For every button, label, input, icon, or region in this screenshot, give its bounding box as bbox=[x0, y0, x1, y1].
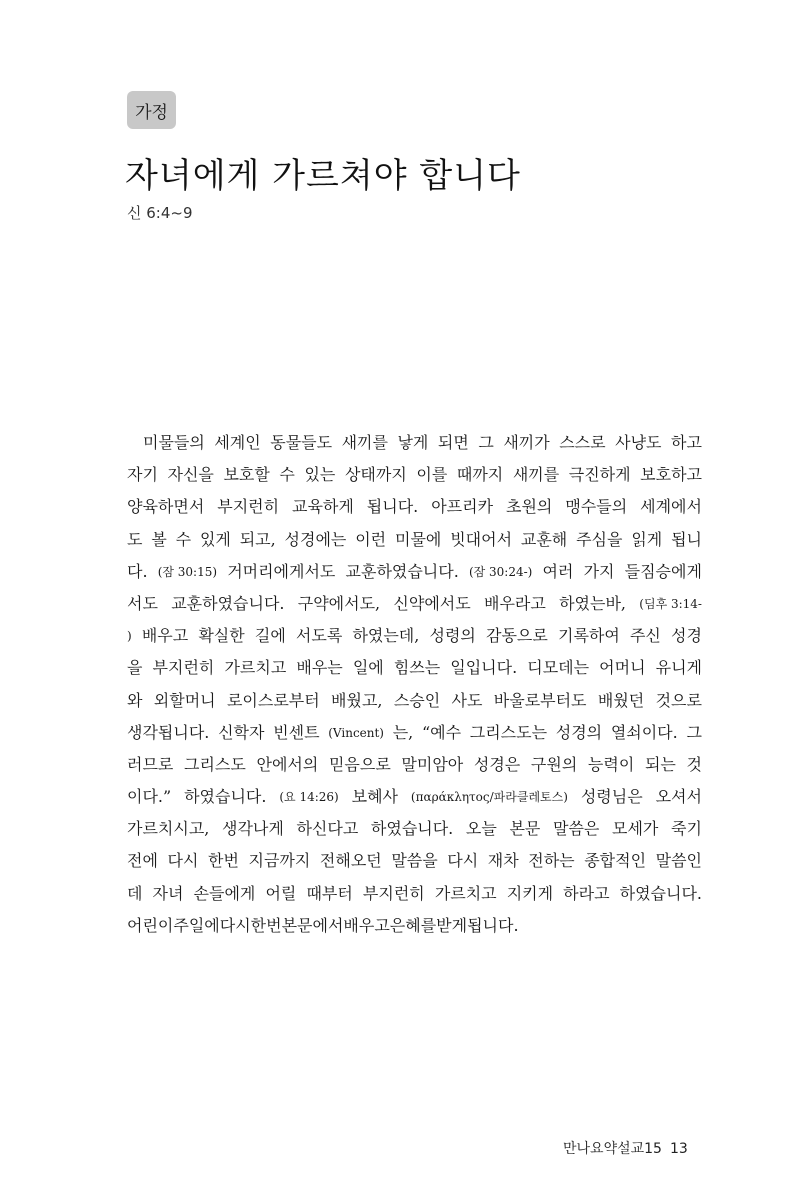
word: 보호하고 bbox=[640, 465, 702, 485]
category-badge: 가정 bbox=[127, 91, 176, 129]
word: 성령님은 bbox=[580, 787, 643, 807]
word: 배우라고 bbox=[483, 593, 546, 613]
word: 을 bbox=[127, 658, 143, 678]
word: 이다.” bbox=[127, 787, 172, 807]
word: 러므로 bbox=[127, 754, 174, 774]
text-line bbox=[127, 910, 702, 942]
word: 배우고 bbox=[343, 915, 390, 935]
word: 데 bbox=[127, 883, 143, 903]
word: 때부터 bbox=[306, 883, 353, 903]
text-line bbox=[127, 781, 702, 813]
word: 됩니 bbox=[671, 529, 702, 549]
word: 수 bbox=[279, 465, 295, 485]
text-line bbox=[127, 813, 702, 845]
word: 지키게 bbox=[506, 883, 554, 903]
word: 어머니 bbox=[599, 658, 646, 678]
word: 그리스도 bbox=[184, 754, 246, 774]
word: 부지런히 bbox=[362, 883, 425, 903]
word: 되고, bbox=[239, 529, 276, 549]
word: 아프리카 bbox=[431, 497, 494, 517]
word: 일입니다. bbox=[450, 658, 518, 678]
word: 다시 bbox=[219, 915, 251, 935]
word: 초원의 bbox=[506, 497, 553, 517]
word: 미물에 bbox=[394, 529, 442, 549]
word: 는, bbox=[392, 722, 414, 742]
word: 사도 bbox=[451, 690, 483, 710]
text-line bbox=[127, 556, 702, 588]
word: 보혜사 bbox=[351, 787, 399, 807]
scripture-citation: ) bbox=[127, 629, 132, 644]
word: 배웠고, bbox=[331, 690, 383, 710]
text-line bbox=[127, 491, 702, 523]
scripture-citation: (요 14:26) bbox=[279, 790, 339, 805]
word: 것 bbox=[686, 754, 702, 774]
word: 하라고 bbox=[563, 883, 610, 903]
word: 하고 bbox=[671, 433, 702, 452]
word: 수 bbox=[175, 529, 192, 549]
word: 배우고 bbox=[141, 626, 189, 646]
scripture-citation: (잠 30:24-) bbox=[468, 564, 533, 579]
word: 죽기 bbox=[671, 819, 702, 839]
word: 말미암아 bbox=[401, 754, 464, 774]
word: 그리스도는 bbox=[469, 722, 548, 742]
word: 일에 bbox=[352, 658, 384, 678]
word: 양육하면서 bbox=[127, 497, 205, 517]
text-line bbox=[127, 717, 702, 749]
word: 부지런히 bbox=[217, 497, 280, 517]
word: 성경의 bbox=[555, 722, 603, 742]
word: 가지 bbox=[583, 561, 615, 581]
word: 서도 bbox=[127, 593, 158, 613]
word: 가르치고 bbox=[224, 658, 287, 678]
word: 성경에는 bbox=[284, 529, 347, 549]
word: 주심을 bbox=[576, 529, 623, 549]
word: 어린이 bbox=[127, 915, 174, 935]
word: 지금까지 bbox=[248, 851, 311, 871]
word: 거머리에게서도 bbox=[227, 561, 336, 581]
word: 생각나게 bbox=[222, 819, 284, 839]
word: 그 bbox=[686, 722, 702, 742]
word: 다시 bbox=[447, 851, 479, 871]
word: 새끼가 bbox=[503, 433, 550, 452]
text-line bbox=[127, 588, 702, 620]
text-line bbox=[127, 427, 702, 459]
word: 때까지 bbox=[456, 465, 504, 485]
word: 열쇠이다. bbox=[610, 722, 678, 742]
sermon-title: 자녀에게 가르쳐야 합니다 bbox=[125, 156, 521, 196]
word: 길에 bbox=[254, 626, 286, 646]
word: 극진하게 bbox=[568, 465, 631, 485]
word: 미물들의 bbox=[143, 433, 205, 452]
word: 믿음으로 bbox=[328, 754, 391, 774]
text-line bbox=[127, 620, 702, 652]
word: 세계인 bbox=[214, 433, 261, 452]
word: 맹수들의 bbox=[565, 497, 628, 517]
word: 하였습니다. bbox=[184, 787, 267, 807]
word: 자녀 bbox=[152, 883, 184, 903]
word: 있는 bbox=[304, 465, 336, 485]
word: 기록하여 bbox=[557, 626, 620, 646]
word: 가르치고 bbox=[434, 883, 497, 903]
scripture-citation: (딤후 3:14- bbox=[639, 596, 702, 611]
word: 능력이 bbox=[587, 754, 635, 774]
word: 되면 bbox=[437, 433, 469, 452]
word: 동물들도 bbox=[270, 433, 333, 452]
word: 말씀은 bbox=[553, 819, 600, 839]
word: 한번 bbox=[250, 915, 282, 935]
word: 바울로부터도 bbox=[493, 690, 587, 710]
word: 스승인 bbox=[393, 690, 441, 710]
word: 새끼를 bbox=[512, 465, 560, 485]
word: 됩니다. bbox=[366, 497, 419, 517]
word: 교훈하였습니다. bbox=[171, 593, 285, 613]
word: 오셔서 bbox=[655, 787, 702, 807]
word: 감동으로 bbox=[486, 626, 548, 646]
word: 와 bbox=[127, 690, 143, 710]
word: 부지런히 bbox=[152, 658, 215, 678]
scripture-citation: (Vincent) bbox=[328, 725, 384, 740]
word: 본문 bbox=[509, 819, 541, 839]
word: 있게 bbox=[199, 529, 231, 549]
word: 받게 bbox=[436, 915, 468, 935]
word: 전해오던 bbox=[319, 851, 382, 871]
word: “예수 bbox=[421, 722, 462, 742]
word: 주일에 bbox=[173, 915, 220, 935]
scripture-citation: (παράκλητος/파라클레토스) bbox=[410, 790, 568, 805]
word: 외할머니 bbox=[153, 690, 216, 710]
word: 가르치시고, bbox=[127, 819, 210, 839]
word: 다. bbox=[127, 561, 148, 581]
word: 됩니다. bbox=[467, 915, 519, 935]
word: 자신을 bbox=[167, 465, 214, 485]
word: 말씀을 bbox=[391, 851, 438, 871]
text-line bbox=[127, 878, 702, 910]
text-line bbox=[127, 459, 702, 491]
word: 교육하게 bbox=[292, 497, 354, 517]
word: 서도록 bbox=[295, 626, 343, 646]
word: 이를 bbox=[416, 465, 448, 485]
word: 오늘 bbox=[465, 819, 497, 839]
word: 보호할 bbox=[223, 465, 270, 485]
word: 전하는 bbox=[528, 851, 575, 871]
word: 되는 bbox=[644, 754, 676, 774]
word: 교훈해 bbox=[520, 529, 568, 549]
word: 말씀인 bbox=[655, 851, 702, 871]
word: 하였습니다. bbox=[370, 819, 454, 839]
text-line bbox=[127, 845, 702, 877]
word: 안에서의 bbox=[256, 754, 319, 774]
sermon-body bbox=[127, 427, 702, 942]
page-footer bbox=[563, 1138, 688, 1158]
word: 한번 bbox=[208, 851, 239, 871]
word: 자기 bbox=[127, 465, 158, 485]
text-line bbox=[127, 749, 702, 781]
word: 사냥도 bbox=[615, 433, 662, 452]
word: 은혜를 bbox=[389, 915, 437, 935]
word: 신약에서도 bbox=[393, 593, 471, 613]
word: 들짐승에게 bbox=[624, 561, 702, 581]
word: 구원의 bbox=[530, 754, 578, 774]
page-number: 13 bbox=[669, 1141, 688, 1157]
word: 전에 bbox=[127, 851, 158, 871]
word: 재차 bbox=[487, 851, 519, 871]
word: 성경 bbox=[671, 626, 702, 646]
text-line bbox=[127, 524, 702, 556]
word: 모세가 bbox=[612, 819, 659, 839]
word: 종합적인 bbox=[584, 851, 647, 871]
word: 힘쓰는 bbox=[393, 658, 441, 678]
scripture-reference: 신 6:4~9 bbox=[127, 204, 193, 222]
word: 성경은 bbox=[473, 754, 521, 774]
word: 본문에서 bbox=[281, 915, 344, 935]
word: 구약에서도, bbox=[297, 593, 381, 613]
word: 이런 bbox=[355, 529, 387, 549]
word: 하신다고 bbox=[296, 819, 359, 839]
word: 상태까지 bbox=[344, 465, 407, 485]
word: 손들에게 bbox=[193, 883, 256, 903]
word: 볼 bbox=[151, 529, 167, 549]
word: 빈센트 bbox=[273, 722, 320, 742]
word: 신학자 bbox=[218, 722, 265, 742]
scripture-citation: (잠 30:15) bbox=[157, 564, 218, 579]
word: 읽게 bbox=[631, 529, 663, 549]
word: 여러 bbox=[542, 561, 574, 581]
word: 성령의 bbox=[429, 626, 476, 646]
word: 스스로 bbox=[559, 433, 606, 452]
word: 다시 bbox=[167, 851, 199, 871]
word: 교훈하였습니다. bbox=[345, 561, 459, 581]
word: 하였는데, bbox=[352, 626, 420, 646]
word: 하였는바, bbox=[559, 593, 627, 613]
word: 낳게 bbox=[397, 433, 429, 452]
word: 그 bbox=[478, 433, 494, 452]
text-line bbox=[127, 685, 702, 717]
text-line bbox=[127, 652, 702, 684]
word: 어릴 bbox=[265, 883, 297, 903]
word: 도 bbox=[127, 529, 143, 549]
book-title: 만나요약설교15 bbox=[563, 1141, 662, 1157]
word: 새끼를 bbox=[341, 433, 388, 452]
word: 생각됩니다. bbox=[127, 722, 210, 742]
word: 디모데는 bbox=[527, 658, 590, 678]
word: 주신 bbox=[629, 626, 661, 646]
word: 배웠던 bbox=[597, 690, 645, 710]
word: 로이스로부터 bbox=[226, 690, 320, 710]
word: 하였습니다. bbox=[619, 883, 702, 903]
word: 유니게 bbox=[655, 658, 702, 678]
word: 세계에서 bbox=[640, 497, 702, 517]
word: 확실한 bbox=[198, 626, 245, 646]
word: 빗대어서 bbox=[450, 529, 513, 549]
word: 배우는 bbox=[296, 658, 343, 678]
word: 것으로 bbox=[655, 690, 702, 710]
